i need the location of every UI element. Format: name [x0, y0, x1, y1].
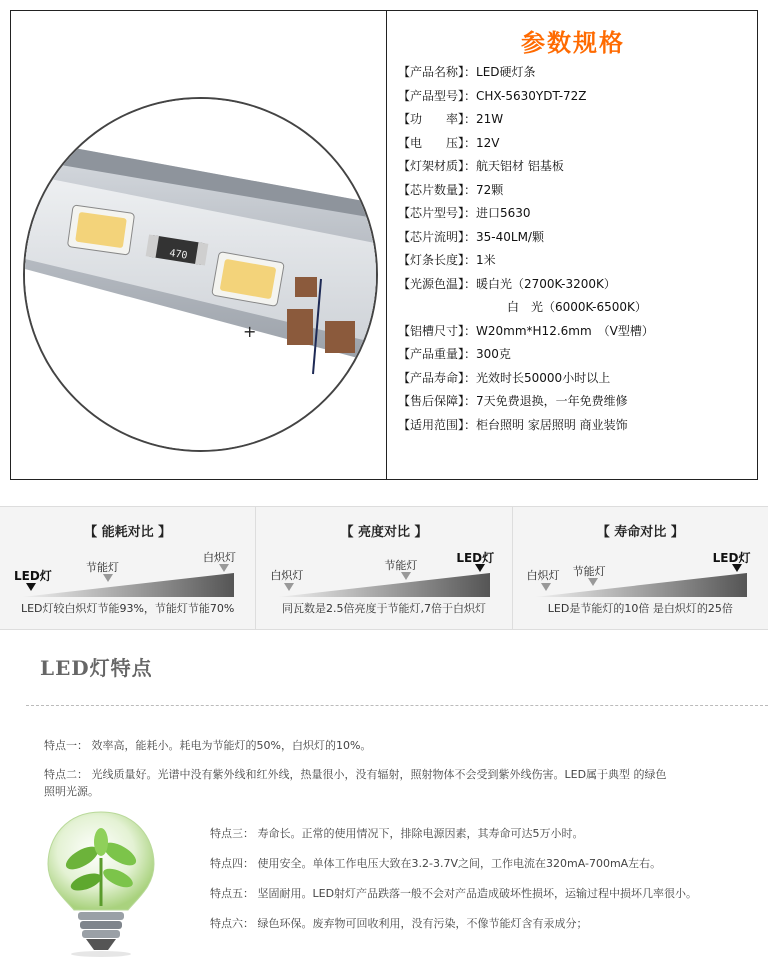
spec-key: 【产品寿命】： [398, 370, 477, 385]
ramp-label: 白炽灯 [526, 569, 560, 582]
comparison-note: LED灯较白炽灯节能93%，节能灯节能70% [20, 602, 235, 615]
spec-value: 进口5630 [476, 206, 531, 220]
spec-row [398, 414, 654, 438]
copper-pad [325, 321, 355, 353]
ramp-label: 节能灯 [384, 559, 418, 572]
feature-text: 绿色环保。废弃物可回收利用，没有污染，不像节能灯含有汞成分； [257, 917, 588, 930]
spec-row [398, 226, 654, 250]
ramp-marker [475, 564, 485, 572]
spec-key: 【灯架材质】： [398, 159, 477, 173]
ramp-marker [219, 564, 229, 572]
feature-text: 寿命长。正常的使用情况下，排除电源因素，其寿命可达5万小时。 [257, 827, 584, 840]
feature-item [44, 783, 99, 800]
dashed-divider [26, 705, 768, 706]
feature-label: 特点二： [44, 768, 88, 781]
spec-value: 35-40LM/颗 [476, 229, 544, 244]
ramp-marker [26, 583, 36, 591]
spec-row [398, 320, 654, 344]
feature-label: 特点五： [210, 887, 254, 900]
spec-row [398, 179, 654, 203]
ramp-label: LED灯 [456, 551, 495, 565]
comparison-note: LED是节能灯的10倍 是白炽灯的25倍 [547, 602, 733, 615]
energy-comparison [0, 507, 256, 629]
lifetime-comparison [513, 507, 768, 629]
led-strip-illustration [25, 99, 378, 452]
spec-value: 72颗 [476, 182, 504, 197]
spec-value: 白 光（6000K-6500K） [507, 300, 647, 314]
feature-item [44, 737, 371, 754]
feature-text: 效率高，能耗小。耗电为节能灯的50%，白炽灯的10%。 [91, 739, 372, 752]
features-title: LED灯特点 [40, 656, 153, 680]
spec-value: 12V [476, 135, 500, 150]
feature-item [210, 855, 661, 872]
comparison-ramp [22, 563, 234, 597]
spec-panel [10, 10, 758, 480]
ramp-label: 节能灯 [86, 561, 119, 574]
spec-row [398, 132, 654, 156]
spec-row [398, 155, 654, 179]
ramp-marker [588, 578, 598, 586]
spec-row [398, 61, 654, 85]
polarity-plus-sign: + [243, 322, 257, 341]
ramp-marker [284, 583, 294, 591]
spec-key: 【铝槽尺寸】： [398, 323, 477, 338]
spec-value: 21W [476, 112, 504, 126]
spec-title: 参数规格 [521, 29, 625, 57]
spec-key: 【光源色温】： [398, 276, 477, 291]
spec-key: 【产品重量】： [398, 347, 477, 361]
ramp-label: 节能灯 [572, 565, 606, 578]
spec-divider [386, 11, 387, 479]
spec-key: 【芯片数量】： [398, 182, 477, 197]
resistor-marking: 470 [168, 247, 189, 262]
feature-text: 光线质量好。光谱中没有紫外线和红外线，热量很小，没有辐射，照射物体不会受到紫外线伤害。LED属于典型 的绿色 [91, 768, 667, 781]
comparison-title: 【 亮度对比 】 [340, 525, 428, 540]
feature-text: 照明光源。 [44, 785, 99, 798]
spec-value: W20mm*H12.6mm （V型槽） [476, 323, 654, 338]
spec-row [398, 249, 654, 273]
spec-key: 【功 率】： [398, 112, 477, 126]
ramp-label: 白炽灯 [203, 551, 236, 564]
spec-row [398, 202, 654, 226]
feature-text: 使用安全。单体工作电压大致在3.2-3.7V之间，工作电流在320mA-700mA左右。 [257, 857, 662, 870]
spec-value: LED硬灯条 [476, 65, 536, 79]
spec-value: 300克 [476, 347, 511, 361]
feature-text: 坚固耐用。LED射灯产品跌落一般不会对产品造成破坏性损坏，运输过程中损坏几率很小。 [257, 887, 698, 900]
spec-row [398, 390, 654, 414]
led-chip-1 [67, 205, 134, 255]
comparison-ramp [535, 563, 747, 597]
ramp-label: LED灯 [14, 569, 52, 583]
copper-pad [295, 277, 317, 297]
spec-key: 【电 压】： [398, 135, 477, 150]
ramp-marker [103, 574, 113, 582]
comparison-row [0, 506, 768, 630]
feature-label: 特点三： [210, 827, 254, 840]
spec-row [398, 108, 654, 132]
spec-key: 【芯片型号】： [398, 206, 477, 220]
copper-pad [287, 309, 313, 345]
ramp-label: 白炽灯 [270, 569, 304, 582]
ramp-marker [401, 572, 411, 580]
spec-row [398, 273, 654, 297]
spec-value: 暖白光（2700K-3200K） [476, 276, 616, 291]
spec-key: 【产品名称】： [398, 65, 477, 79]
comparison-note: 同瓦数是2.5倍亮度于节能灯,7倍于白炽灯 [281, 602, 486, 615]
spec-key: 【适用范围】： [398, 417, 477, 432]
spec-key: 【产品型号】： [398, 88, 477, 103]
eco-bulb-icon [42, 808, 160, 958]
spec-row [398, 85, 654, 109]
brightness-comparison [256, 507, 512, 629]
led-strip-closeup-photo [23, 97, 378, 452]
feature-item [44, 766, 667, 783]
comparison-title: 【 能耗对比 】 [84, 525, 172, 540]
spec-value: CHX-5630YDT-72Z [476, 88, 587, 103]
ramp-label: LED灯 [712, 551, 751, 565]
spec-value: 柜台照明 家居照明 商业装饰 [476, 417, 628, 432]
spec-key: 【售后保障】： [398, 394, 477, 408]
spec-row [398, 367, 654, 391]
ramp-marker [732, 564, 742, 572]
feature-label: 特点四： [210, 857, 254, 870]
feature-item [210, 885, 697, 902]
spec-value: 光效时长50000小时以上 [476, 370, 611, 385]
feature-label: 特点一： [44, 739, 88, 752]
spec-key: 【芯片流明】： [398, 229, 477, 244]
feature-label: 特点六： [210, 917, 254, 930]
spec-key: 【灯条长度】： [398, 253, 477, 267]
feature-item [210, 915, 588, 932]
spec-value: 1米 [476, 253, 496, 267]
spec-value: 7天免费退换，一年免费维修 [476, 394, 628, 408]
spec-row [398, 296, 654, 320]
ramp-marker [541, 583, 551, 591]
spec-value: 航天铝材 铝基板 [476, 159, 564, 173]
comparison-title: 【 寿命对比 】 [596, 525, 684, 540]
spec-list [398, 61, 654, 437]
spec-row [398, 343, 654, 367]
feature-item [210, 825, 584, 842]
